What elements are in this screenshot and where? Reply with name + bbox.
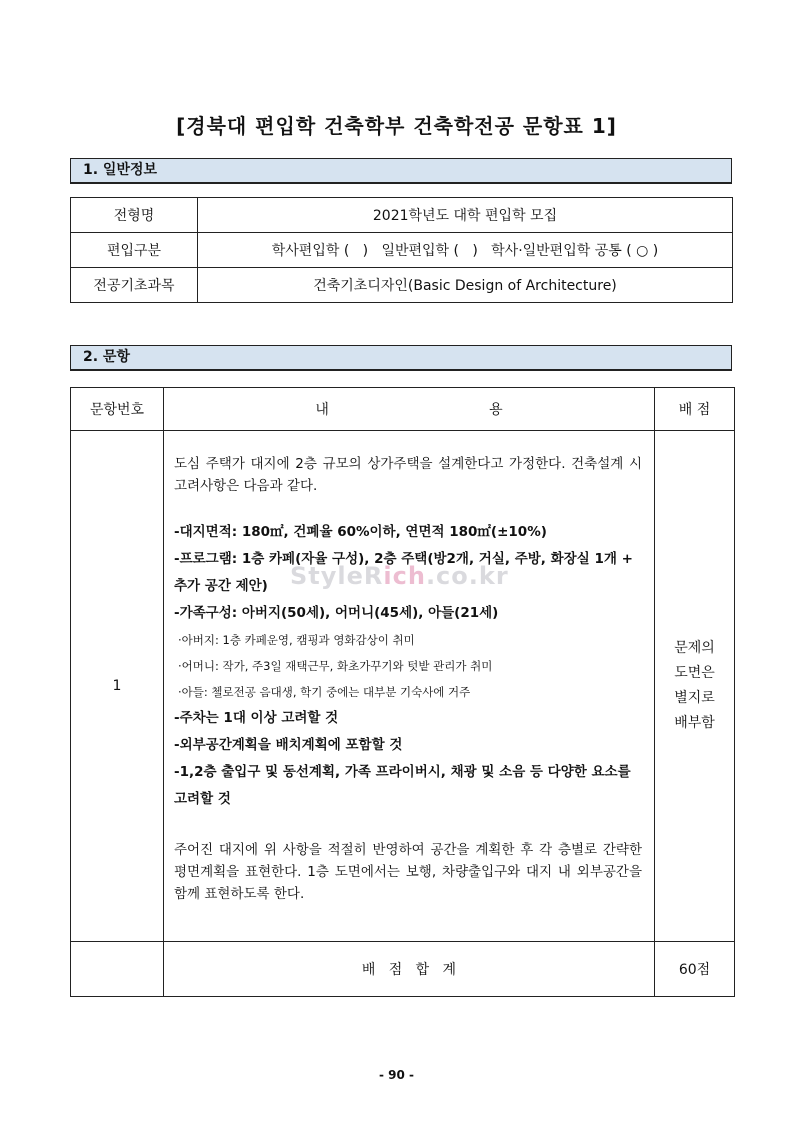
watermark: [290, 562, 509, 590]
family-member-father: ·아버지: 1층 카페운영, 캠핑과 영화감상이 취미: [178, 633, 415, 647]
info-value: 학사편입학 ( ) 일반편입학 ( ) 학사·일반편입학 공통 ( ○ ): [198, 233, 733, 268]
info-row-admission-type: [71, 198, 733, 233]
info-row-transfer-category: [71, 233, 733, 268]
document-title: [경북대 편입학 건축학부 건축학전공 문항표 1]: [176, 114, 617, 138]
family-member-mother: ·어머니: 작가, 주3일 재택근무, 화초가꾸기와 텃밭 관리가 취미: [178, 659, 493, 673]
requirement-exterior: -외부공간계획을 배치계획에 포함할 것: [174, 737, 403, 753]
question-closing: 주어진 대지에 위 사항을 적절히 반영하여 공간을 계획한 후 각 층별로 간략한 평면계획을 표현한다. 1층 도면에서는 보행, 차량출입구와 대지 내 외부공간을 함께 표현하도록 한다.: [174, 842, 642, 902]
section-question-heading: 2. 문항: [70, 345, 732, 371]
score-note: [655, 431, 735, 942]
info-value: 2021학년도 대학 편입학 모집: [198, 198, 733, 233]
requirement-site: -대지면적: 180㎡, 건폐율 60%이하, 연면적 180㎡(±10%): [174, 524, 547, 540]
score-note-line: 배부함: [674, 715, 715, 731]
info-value: 건축기초디자인(Basic Design of Architecture): [198, 268, 733, 303]
info-label: 편입구분: [71, 233, 198, 268]
question-number: 1: [71, 431, 164, 942]
info-label: 전형명: [71, 198, 198, 233]
requirement-family: -가족구성: 아버지(50세), 어머니(45세), 아들(21세): [174, 605, 499, 621]
question-intro: 도심 주택가 대지에 2층 규모의 상가주택을 설계한다고 가정한다. 건축설계 시 고려사항은 다음과 같다.: [174, 456, 642, 494]
total-label: 배 점 합 계: [164, 942, 655, 997]
section-general-info-heading: 1. 일반정보: [70, 158, 732, 184]
general-info-table: [70, 197, 733, 303]
requirement-program: -프로그램: 1층 카페(자율 구성), 2층 주택(방2개, 거실, 주방, 화장실 1개 + 추가 공간 제안): [174, 551, 633, 594]
watermark-text: StyleR: [290, 562, 384, 590]
header-number: 문항번호: [71, 388, 164, 431]
info-row-major-subject: [71, 268, 733, 303]
total-value: 60점: [655, 942, 735, 997]
watermark-text-domain: .co.kr: [425, 562, 509, 590]
score-note-line: 도면은: [674, 665, 715, 681]
question-table: [70, 387, 735, 997]
header-score: 배 점: [655, 388, 735, 431]
question-row: [71, 431, 735, 942]
question-table-header: [71, 388, 735, 431]
watermark-text-accent: ich: [383, 562, 426, 590]
question-content: [164, 431, 655, 942]
total-row: [71, 942, 735, 997]
requirement-parking: -주차는 1대 이상 고려할 것: [174, 710, 339, 726]
total-empty-cell: [71, 942, 164, 997]
family-member-son: ·아들: 첼로전공 음대생, 학기 중에는 대부분 기숙사에 거주: [178, 685, 471, 699]
score-note-line: 문제의: [674, 640, 715, 656]
page-number: - 90 -: [378, 1068, 414, 1082]
header-content: 내 용: [164, 388, 655, 431]
info-label: 전공기초과목: [71, 268, 198, 303]
score-note-line: 별지로: [674, 690, 715, 706]
requirement-circulation: -1,2층 출입구 및 동선계획, 가족 프라이버시, 채광 및 소음 등 다양한 요소를 고려할 것: [174, 764, 631, 807]
